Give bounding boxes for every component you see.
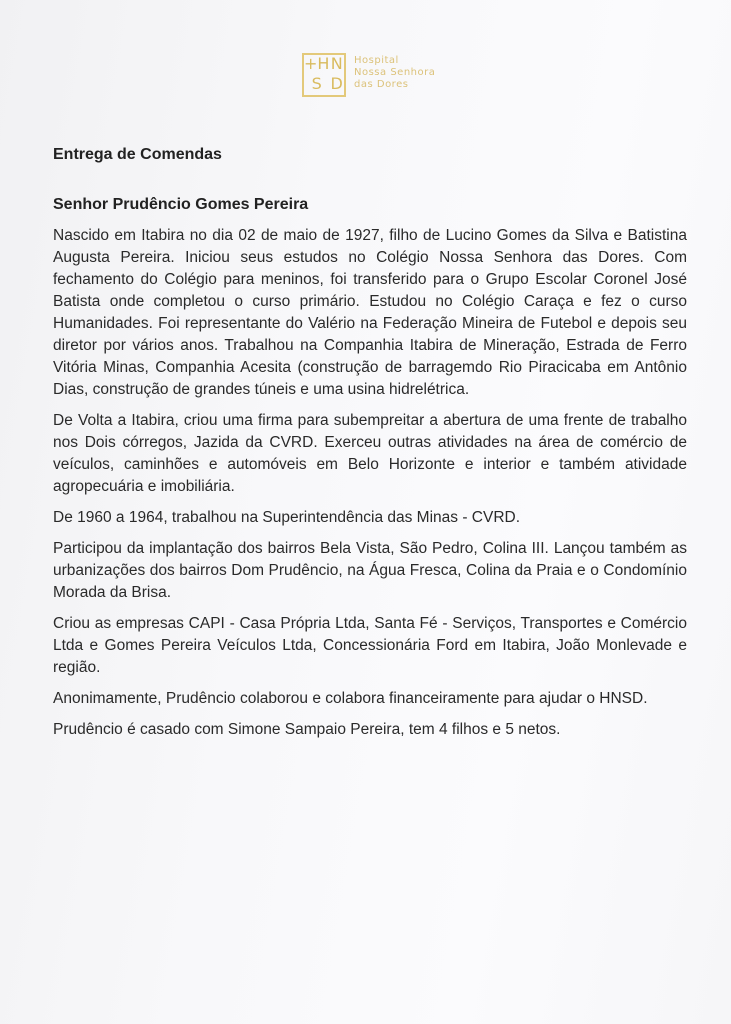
logo-wordmark xyxy=(354,55,435,91)
logo-line: Nossa Senhora xyxy=(354,67,436,78)
logo-line: Hospital xyxy=(354,55,399,66)
document-title: Entrega de Comendas xyxy=(53,146,222,163)
honoree-name: Senhor Prudêncio Gomes Pereira xyxy=(53,196,309,213)
hnsd-logo-mark xyxy=(302,53,346,97)
document-body xyxy=(53,146,687,750)
logo-mark-letter: +H xyxy=(304,54,330,73)
logo-mark-letter: S xyxy=(311,74,322,93)
hospital-logo xyxy=(302,53,435,97)
logo-mark-letter: D xyxy=(330,74,343,93)
paragraph-neighborhoods: Participou da implantação dos bairros Bela Vista, São Pedro, Colina III. Lançou também as urbanizações dos bairros Dom Prudêncio, na Água Fresca, Colina da Praia e o Condomínio Morada da Brisa. xyxy=(53,540,687,601)
paragraph-cvrd: De 1960 a 1964, trabalhou na Superintendência das Minas - CVRD. xyxy=(53,509,521,526)
logo-mark-letter: N xyxy=(330,54,343,73)
logo-line: das Dores xyxy=(354,79,409,90)
paragraph-return-itabira: De Volta a Itabira, criou uma firma para subempreitar a abertura de uma frente de trabalho nos Dois córregos, Jazida da CVRD. Exerceu outras atividades na área de comércio de veículos, caminhões e automóveis em Belo Horizonte e interior e também atividade agropecuária e imobiliária. xyxy=(53,412,687,495)
paragraph-companies: Criou as empresas CAPI - Casa Própria Ltda, Santa Fé - Serviços, Transportes e Comércio Ltda e Gomes Pereira Veículos Ltda, Concessionária Ford em Itabira, João Monlevade e região. xyxy=(53,615,687,676)
paragraph-donations: Anonimamente, Prudêncio colaborou e colabora financeiramente para ajudar o HNSD. xyxy=(53,690,648,707)
paragraph-biography: Nascido em Itabira no dia 02 de maio de 1927, filho de Lucino Gomes da Silva e Batistina Augusta Pereira. Iniciou seus estudos no Colégio Nossa Senhora das Dores. Com fechamento do Colégio para meninos, foi transferido para o Grupo Escolar Coronel José Batista onde completou o curso primário. Estudou no Colégio Caraça e fez o curso Humanidades. Foi representante do Valério na Federação Mineira de Futebol e depois seu diretor por vários anos. Trabalhou na Companhia Itabira de Mineração, Estrada de Ferro Vitória Minas, Companhia Acesita (construção de barragemdo Rio Piracicaba em Antônio Dias, construção de grandes túneis e uma usina hidrelétrica. xyxy=(53,227,687,398)
paragraph-family: Prudêncio é casado com Simone Sampaio Pereira, tem 4 filhos e 5 netos. xyxy=(53,721,561,738)
